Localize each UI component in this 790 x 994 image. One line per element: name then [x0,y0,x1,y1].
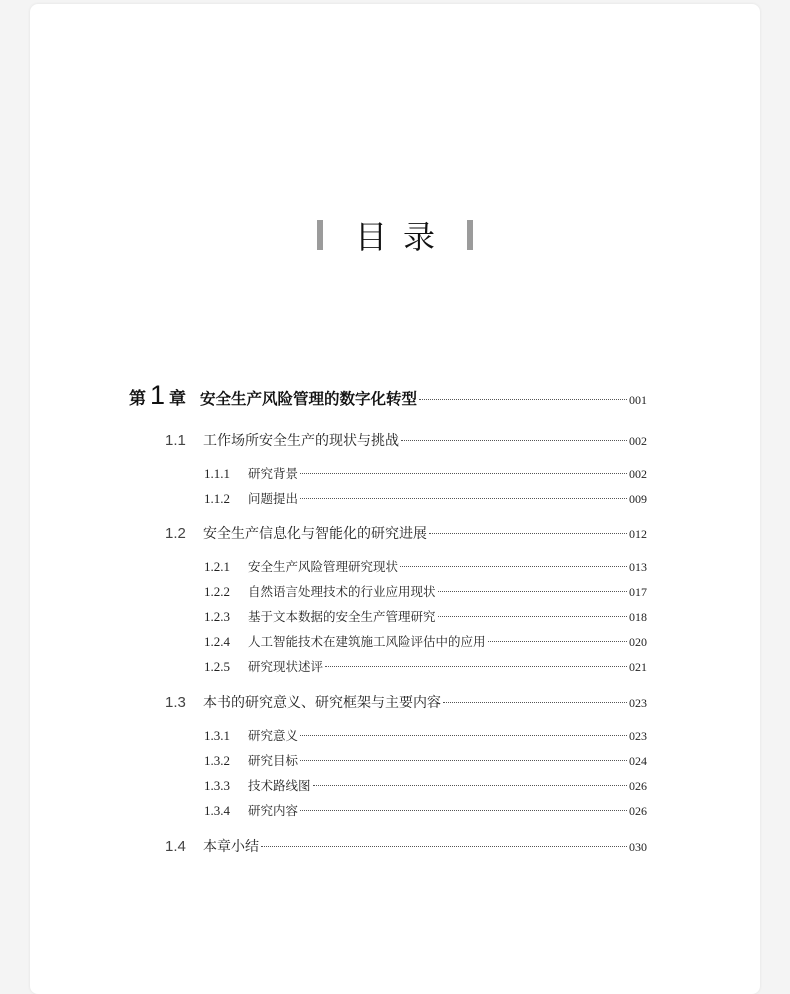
dot-leader [419,399,627,400]
subsection-number: 1.2.2 [204,584,230,599]
toc-section[interactable] [165,523,647,543]
page-number: 026 [629,779,647,793]
page-number: 009 [629,492,647,506]
subsection-number: 1.3.2 [204,753,230,768]
section-title: 本章小结 [203,839,259,855]
page-number: 013 [629,560,647,574]
subsection-number: 1.3.4 [204,803,230,818]
toc-subsection[interactable] [204,751,647,769]
toc-subsection[interactable] [204,489,647,507]
dot-leader [438,616,627,617]
subsection-number: 1.1.1 [204,466,230,481]
chapter-suffix: 章 [169,389,187,409]
dot-leader [488,641,627,642]
subsection-number: 1.3.1 [204,728,230,743]
dot-leader [400,566,627,567]
page-number: 012 [629,527,647,541]
subsection-number: 1.2.1 [204,559,230,574]
chapter-title: 安全生产风险管理的数字化转型 [200,390,418,408]
toc-subsection[interactable] [204,776,647,794]
subsection-title: 研究现状述评 [248,659,324,674]
toc-subsection[interactable] [204,657,647,675]
dot-leader [300,498,627,499]
page-number: 023 [629,696,647,710]
toc-subsection[interactable] [204,801,647,819]
subsection-number: 1.1.2 [204,491,230,506]
toc-subsection[interactable] [204,632,647,650]
subsection-number: 1.2.5 [204,659,230,674]
section-number: 1.2 [165,525,186,542]
title-left-bar [317,220,323,250]
subsection-number: 1.3.3 [204,778,230,793]
page-number: 021 [629,660,647,674]
section-title: 本书的研究意义、研究框架与主要内容 [203,695,441,711]
toc-subsection[interactable] [204,607,647,625]
toc-section[interactable] [165,692,647,712]
subsection-title: 自然语言处理技术的行业应用现状 [248,584,436,599]
subsection-number: 1.2.4 [204,634,230,649]
page-number: 002 [629,467,647,481]
section-number: 1.3 [165,694,186,711]
section-title: 安全生产信息化与智能化的研究进展 [203,526,427,542]
title-right-bar [467,220,473,250]
page-number: 018 [629,610,647,624]
subsection-title: 安全生产风险管理研究现状 [248,559,399,574]
toc-heading [0,212,790,258]
dot-leader [313,785,627,786]
subsection-title: 基于文本数据的安全生产管理研究 [248,609,436,624]
dot-leader [261,846,627,847]
toc-section[interactable] [165,430,647,450]
toc-subsection[interactable] [204,557,647,575]
subsection-title: 技术路线图 [248,778,311,793]
section-title: 工作场所安全生产的现状与挑战 [203,433,399,449]
subsection-title: 研究目标 [248,753,299,768]
chapter-prefix: 第 [129,389,146,409]
dot-leader [300,760,627,761]
toc-subsection[interactable] [204,464,647,482]
page-number: 002 [629,434,647,448]
dot-leader [438,591,627,592]
page-number: 030 [629,840,647,854]
chapter-number: 1 [150,380,166,410]
page-number: 023 [629,729,647,743]
dot-leader [325,666,627,667]
page-number: 026 [629,804,647,818]
subsection-number: 1.2.3 [204,609,230,624]
dot-leader [429,533,627,534]
subsection-title: 研究意义 [248,728,299,743]
toc-subsection[interactable] [204,726,647,744]
dot-leader [443,702,627,703]
page-number: 024 [629,754,647,768]
page-number: 017 [629,585,647,599]
subsection-title: 问题提出 [248,491,299,506]
toc-title: 目录 [354,218,451,256]
section-number: 1.4 [165,838,186,855]
subsection-title: 研究内容 [248,803,299,818]
dot-leader [300,473,627,474]
page-number: 001 [629,393,647,407]
page-number: 020 [629,635,647,649]
toc-subsection[interactable] [204,582,647,600]
subsection-title: 研究背景 [248,466,299,481]
dot-leader [300,735,627,736]
toc-chapter-1[interactable] [129,380,647,411]
subsection-title: 人工智能技术在建筑施工风险评估中的应用 [248,634,486,649]
section-number: 1.1 [165,432,186,449]
dot-leader [300,810,627,811]
toc-section[interactable] [165,836,647,856]
dot-leader [401,440,627,441]
